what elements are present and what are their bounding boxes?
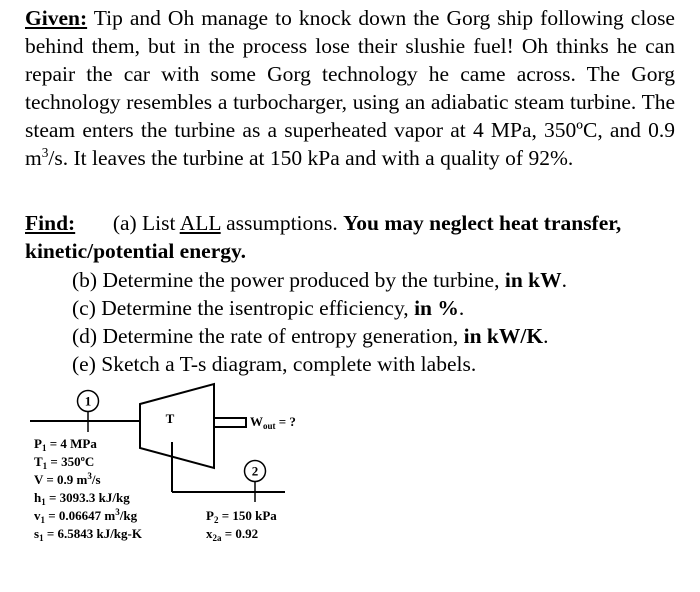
find-item-c [72,294,464,322]
find-item-b [72,266,567,294]
find-label: Find: [25,211,76,235]
inlet-property: $h_1 = 3093.3$ kJ/kg [34,490,130,507]
find-item-end: . [561,268,567,292]
find-paragraph [25,209,675,265]
find-item-text: (c) Determine the isentropic efficiency, [72,296,415,320]
inlet-property: $s_1 = 6.5843$ kJ/kg-K [34,526,142,543]
find-item-text: (b) Determine the power produced by the turbine, [72,268,505,292]
find-item-text: (e) Sketch a T-s diagram, complete with labels. [72,352,477,376]
find-item-e [72,350,476,378]
find-item-bold: in kW [504,268,562,292]
work-out-label: $W_{out}$ = ? [250,414,296,431]
find-a-mid: assumptions. [220,211,344,235]
find-item-bold: in kW/K [463,324,544,348]
find-item-text: (d) Determine the rate of entropy generation, [72,324,464,348]
find-a-prefix: (a) List [112,211,180,235]
outlet-property: $x_{2a} = 0.92$ [206,526,259,543]
outlet-property: $P_2 = 150$ kPa [206,508,277,525]
given-paragraph [25,4,675,172]
inlet-property: $v_1 = 0.06647$ $m^3/kg$ [34,507,138,525]
given-text-tail: /s. It leaves the turbine at 150 kPa and with a quality of 92%. [48,146,574,170]
given-text: Tip and Oh manage to knock down the Gorg ship following close behind them, but in the process lose their slushie fuel! Oh thinks he can repair the car with some Gorg technology he came across. The Gorg technology resembles a turbocharger, using an adiabatic steam turbine. The steam enters the turbine as a superheated vapor at 4 MPa, 350ºC, and 0.9 m [25,6,675,170]
inlet-property: V = 0.9 $m^3/s$ [34,471,101,487]
find-item-bold: in % [414,296,459,320]
turbine-label: T [165,411,175,426]
turbine-body [140,384,214,468]
find-a-all: ALL [179,211,221,235]
inlet-property: $P_1 = 4$ MPa [34,436,97,453]
state1-label: 1 [84,393,92,409]
find-a-bold: You may neglect heat transfer, kinetic/potential energy. [25,211,622,263]
turbine-diagram [0,380,700,592]
find-item-end: . [543,324,549,348]
given-unit-sup: 3 [41,144,49,160]
given-label: Given: [25,6,88,30]
find-item-d [72,322,548,350]
inlet-property: $T_1$ = 350ºC [34,454,95,471]
state2-label: 2 [251,463,259,479]
find-item-end: . [458,296,465,320]
